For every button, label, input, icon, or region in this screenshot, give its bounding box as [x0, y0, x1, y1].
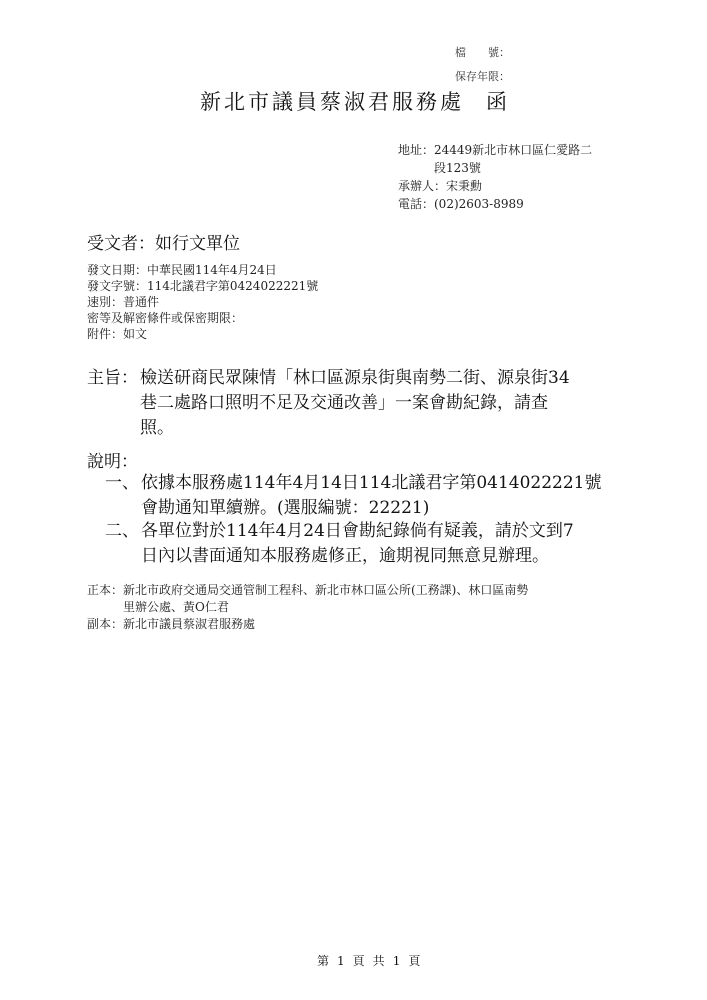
original-recipients-line-2: 里辦公處、黃O仁君 — [123, 600, 229, 614]
original-recipients-line-1: 正本：新北市政府交通局交通管制工程科、新北市林口區公所(工務課)、林口區南勢 — [87, 583, 529, 597]
page-label: 第 — [317, 954, 330, 968]
total-unit: 頁 — [408, 954, 421, 968]
page-unit: 頁 — [352, 954, 365, 968]
contact-block — [398, 141, 592, 213]
total-pages: 1 — [392, 954, 401, 968]
secrecy-level: 密等及解密條件或保密期限： — [87, 311, 244, 325]
issue-date: 發文日期：中華民國114年4月24日 — [87, 263, 277, 277]
delivery-speed: 速別：普通件 — [87, 295, 160, 309]
document-title — [200, 86, 510, 116]
explanation-item — [141, 471, 602, 521]
recipient: 受文者：如行文單位 — [87, 234, 240, 254]
explanation-item-line-2: 日內以書面通知本服務處修正，逾期視同無意見辦理。 — [141, 546, 549, 566]
subject-body — [140, 366, 570, 441]
explanation-item — [141, 519, 574, 569]
document-number: 發文字號：114北議君字第0424022221號 — [87, 279, 319, 293]
explanation-item-line-2: 會勘通知單續辦。(選服編號：22221) — [141, 498, 430, 518]
file-number-label: 檔 號： — [455, 46, 510, 59]
sender-name: 新北市議員蔡淑君服務處 — [200, 90, 464, 114]
copy-recipients: 副本：新北市議員蔡淑君服務處 — [87, 617, 256, 631]
meta-block — [87, 262, 318, 342]
explanation-label: 說明： — [87, 452, 138, 472]
handler-name: 承辦人：宋秉勳 — [398, 179, 483, 193]
document-type: 函 — [486, 90, 510, 114]
explanation-item-marker: 一、 — [105, 473, 139, 493]
subject-line-3: 照。 — [140, 418, 174, 438]
subject-label: 主旨： — [87, 368, 138, 388]
explanation-item-line-1: 依據本服務處114年4月14日114北議君字第0414022221號 — [141, 473, 602, 493]
page-footer — [313, 952, 424, 969]
page-number: 1 — [337, 954, 345, 968]
subject-line-2: 巷二處路口照明不足及交通改善」一案會勘紀錄，請查 — [140, 393, 548, 413]
address-line-1: 地址：24449新北市林口區仁愛路二 — [398, 143, 593, 157]
total-label: 共 — [372, 954, 385, 968]
explanation-item-marker: 二、 — [105, 521, 139, 541]
attachment: 附件：如文 — [87, 327, 148, 341]
subject-line-1: 檢送研商民眾陳情「林口區源泉街與南勢二街、源泉街34 — [140, 368, 570, 388]
explanation-item-line-1: 各單位對於114年4月24日會勘紀錄倘有疑義，請於文到7 — [141, 521, 574, 541]
retention-period-label: 保存年限： — [455, 70, 510, 83]
address-line-2: 段123號 — [434, 161, 481, 175]
phone-number: 電話：(02)2603-8989 — [398, 197, 524, 211]
